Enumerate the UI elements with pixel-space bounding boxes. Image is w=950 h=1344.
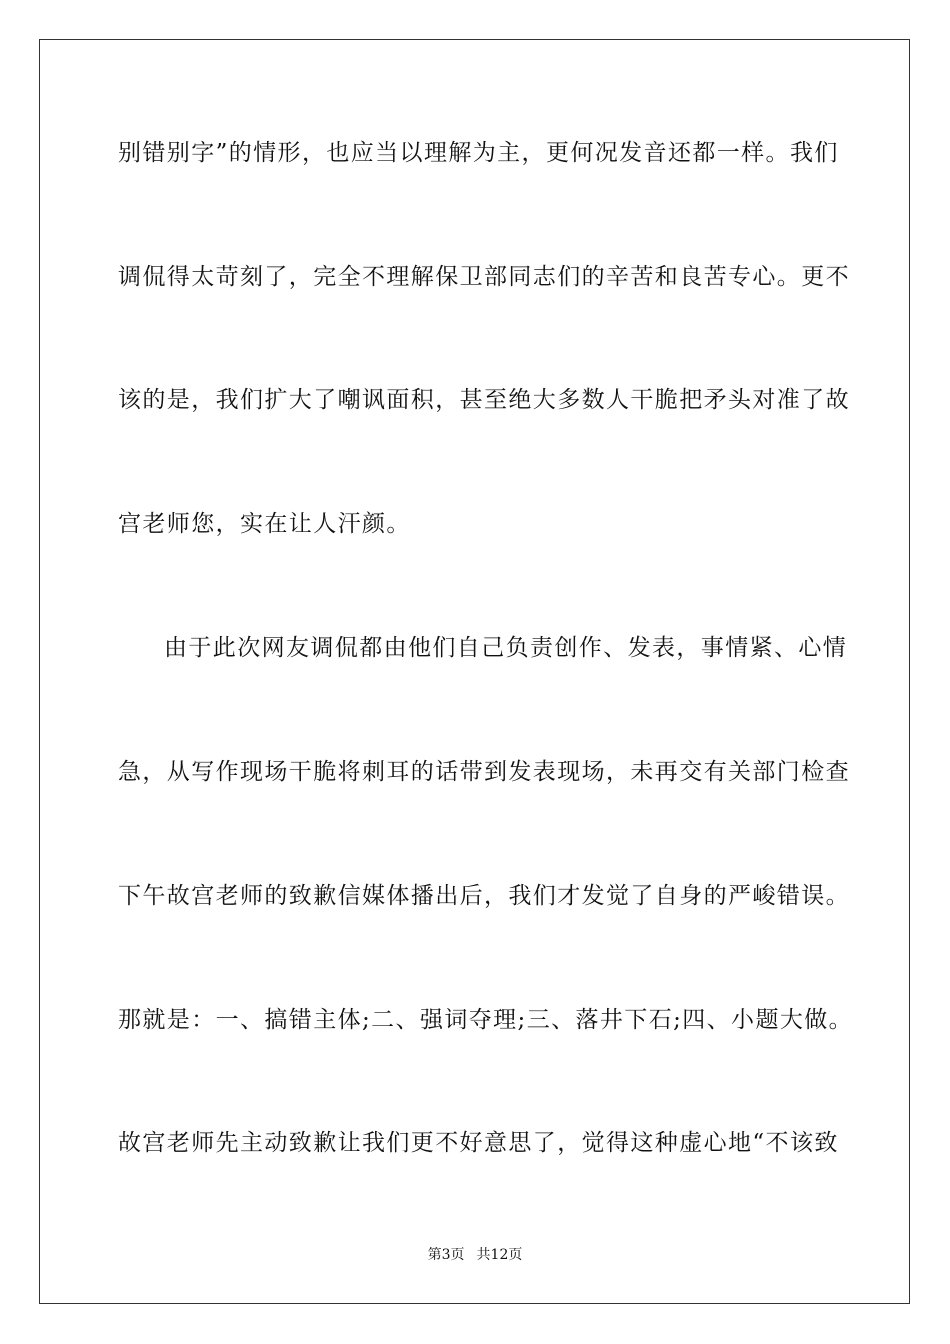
page-footer xyxy=(0,1246,950,1264)
text-line: 别错别字”的情形，也应当以理解为主，更何况发音还都一样。我们 xyxy=(118,140,839,166)
text-line: 故宫老师先主动致歉让我们更不好意思了，觉得这种虚心地“不该致 xyxy=(118,1130,839,1156)
page-number: 第3页 xyxy=(427,1247,465,1263)
text-line: 宫老师您，实在让人汗颜。 xyxy=(118,511,411,537)
text-line: 下午故宫老师的致歉信媒体播出后，我们才发觉了自身的严峻错误。 xyxy=(118,883,850,909)
paragraph-first-line: 由于此次网友调侃都由他们自己负责创作、发表，事情紧、心情 xyxy=(164,635,848,661)
text-line: 那就是：一、搞错主体;二、强词夺理;三、落井下石;四、小题大做。 xyxy=(118,1007,854,1033)
text-line: 该的是，我们扩大了嘲讽面积，甚至绝大多数人干脆把矛头对准了故 xyxy=(118,387,850,413)
text-line: 急，从写作现场干脆将刺耳的话带到发表现场，未再交有关部门检查 xyxy=(118,759,850,785)
text-line: 调侃得太苛刻了，完全不理解保卫部同志们的辛苦和良苦专心。更不 xyxy=(118,264,850,290)
page-total: 共12页 xyxy=(476,1247,523,1263)
page-border xyxy=(39,39,910,1304)
